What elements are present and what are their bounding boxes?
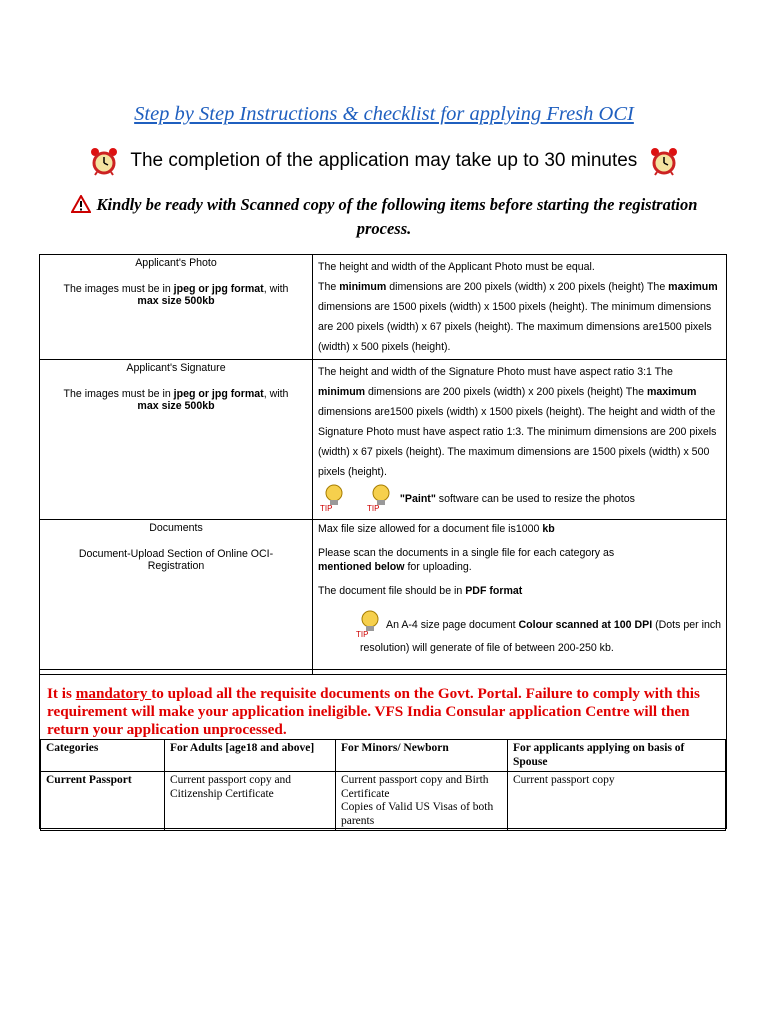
header-spouse: For applicants applying on basis of Spouse	[508, 740, 726, 772]
signature-format	[44, 388, 308, 412]
signature-label: Applicant's Signature	[126, 362, 226, 374]
documents-section: Document-Upload Section of Online OCI-Registration	[78, 548, 274, 572]
warning-notice-text: Kindly be ready with Scanned copy of the following items before starting the registration process.	[96, 195, 698, 238]
documents-tip-pre: An A-4 size page document	[386, 619, 519, 631]
photo-row	[40, 255, 727, 360]
documents-label-cell	[40, 520, 313, 675]
svg-text:TIP: TIP	[356, 630, 369, 638]
photo-details-cell	[313, 255, 727, 360]
table-row	[41, 772, 726, 831]
signature-format-bold: jpeg or jpg format	[173, 388, 264, 400]
documents-row	[40, 520, 727, 675]
documents-scan-post: for uploading.	[404, 561, 472, 573]
time-notice	[0, 146, 768, 176]
categories-header-row	[41, 740, 726, 772]
documents-size-pre: Max file size allowed for a document file is1000	[318, 523, 543, 535]
cell-adults: Current passport copy and Citizenship Certificate	[165, 772, 336, 831]
tip-lightbulb-icon	[365, 480, 397, 512]
documents-scan-line1: Please scan the documents in a single file for each category as	[318, 547, 615, 559]
header-minors: For Minors/ Newborn	[336, 740, 508, 772]
documents-scan-bold: mentioned below	[318, 561, 405, 573]
documents-pdf-bold: PDF format	[465, 585, 523, 597]
documents-tip	[318, 606, 722, 658]
cell-category: Current Passport	[41, 772, 165, 831]
documents-pdf-pre: The document file should be in	[318, 585, 466, 597]
time-notice-text: The completion of the application may take up to 30 minutes	[130, 150, 638, 172]
cell-minors-extra: Copies of Valid US Visas of both parents	[341, 801, 494, 827]
signature-line2-bold: minimum	[318, 386, 366, 398]
photo-format	[44, 283, 308, 307]
signature-line2	[318, 382, 722, 482]
photo-line3-post: dimensions are 1500 pixels (width) x 1500 pixels (height). The minimum dimensions are 200 pixels (width) x 67 pixels (height). The maximum dimensions are1500 pixels (width) x 500 pixels (height).	[318, 301, 712, 353]
signature-line2-bold2: maximum	[646, 386, 697, 398]
signature-tip	[318, 480, 722, 512]
signature-row	[40, 360, 727, 520]
cell-minors-text: Current passport copy and Birth Certificate	[341, 774, 489, 800]
signature-line2-post: dimensions are1500 pixels (width) x 1500 pixels (height). The height and width of the Signature Photo must have aspect ratio 1:3. The minimum dimensions are 200 pixels (width) x 67 pixels (height). The maximum dimensions are 1500 pixels (width) x 500 pixels (height).	[318, 406, 717, 478]
photo-line3-bold: maximum	[668, 281, 718, 293]
signature-tip-bold: "Paint"	[399, 493, 436, 505]
documents-scan	[318, 546, 722, 574]
cell-minors	[336, 772, 508, 831]
header-categories: Categories	[41, 740, 165, 772]
photo-line2-post: dimensions are 200 pixels (width) x 200 pixels (height) The	[386, 281, 666, 293]
photo-format-pre: The images must be in	[63, 283, 174, 295]
documents-size-bold: kb	[542, 523, 555, 535]
tip-lightbulb-icon	[318, 480, 350, 512]
documents-tip-bold: Colour scanned at 100 DPI	[518, 619, 653, 631]
tip-lightbulb-icon	[354, 606, 386, 638]
photo-label-cell	[40, 255, 313, 360]
photo-line2	[318, 277, 722, 357]
signature-format-pre: The images must be in	[63, 388, 174, 400]
photo-format-mid: , with	[263, 283, 289, 295]
documents-tip-post: (Dots per inch resolution) will generate of file of between 200-250 kb.	[360, 619, 722, 654]
signature-details-cell	[313, 360, 727, 520]
signature-format-max: max size 500kb	[137, 400, 215, 412]
photo-format-bold: jpeg or jpg format	[173, 283, 264, 295]
mandatory-underlined: mandatory	[75, 685, 152, 702]
photo-format-max: max size 500kb	[137, 295, 215, 307]
page-title: Step by Step Instructions & checklist for applying Fresh OCI	[134, 103, 634, 125]
documents-details-cell	[313, 520, 727, 675]
photo-line2-pre: The	[318, 281, 340, 293]
svg-text:TIP: TIP	[366, 504, 380, 512]
documents-label: Documents	[149, 522, 203, 534]
signature-line2-mid: dimensions are 200 pixels (width) x 200 pixels (height) The	[365, 386, 647, 398]
signature-line1: The height and width of the Signature Photo must have aspect ratio 3:1 The	[318, 366, 673, 378]
mandatory-post: to upload all the requisite documents on the Govt. Portal. Failure to comply with this requirement will make your application ineligible. VFS India Consular application Centre will then return your application unprocessed.	[47, 685, 700, 738]
photo-line1: The height and width of the Applicant Photo must be equal.	[318, 261, 595, 273]
header-adults: For Adults [age18 and above]	[165, 740, 336, 772]
signature-format-mid: , with	[263, 388, 289, 400]
photo-line2-bold: minimum	[339, 281, 387, 293]
requirements-table	[39, 254, 727, 675]
mandatory-notice	[47, 685, 717, 739]
signature-tip-text: software can be used to resize the photos	[435, 493, 635, 505]
documents-size	[318, 522, 722, 536]
cell-spouse: Current passport copy	[508, 772, 726, 831]
signature-label-cell	[40, 360, 313, 520]
warning-triangle-icon	[71, 195, 91, 213]
alarm-clock-icon	[89, 146, 119, 176]
documents-pdf	[318, 584, 722, 598]
warning-notice	[60, 193, 708, 241]
alarm-clock-icon	[649, 146, 679, 176]
svg-text:TIP: TIP	[320, 504, 333, 512]
photo-label: Applicant's Photo	[135, 257, 217, 269]
mandatory-pre: It is	[47, 685, 76, 702]
categories-table	[40, 739, 726, 831]
